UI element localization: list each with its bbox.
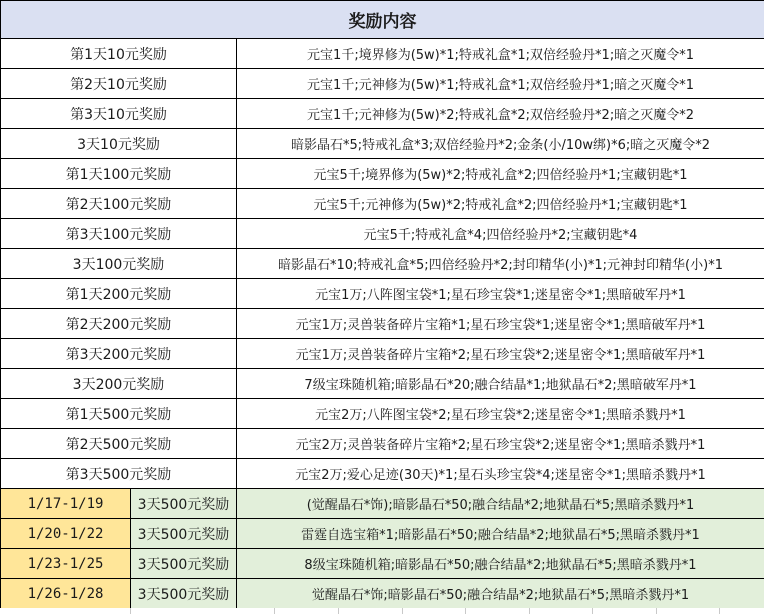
- reward-content: 觉醒晶石*饰;暗影晶石*50;融合结晶*2;地狱晶石*5;黑暗杀戮丹*1: [237, 579, 764, 609]
- reward-content: 元宝5千;境界修为(5w)*2;特戒礼盒*2;四倍经验丹*1;宝藏钥匙*1: [237, 159, 764, 189]
- table-row: [1, 399, 764, 429]
- reward-label: 3天100元奖励: [1, 249, 237, 279]
- table-row: [1, 39, 764, 69]
- reward-label: 第2天100元奖励: [1, 189, 237, 219]
- reward-label: 3天500元奖励: [131, 519, 237, 549]
- reward-label: 第1天100元奖励: [1, 159, 237, 189]
- reward-label: 3天200元奖励: [1, 369, 237, 399]
- reward-content: 7级宝珠随机箱;暗影晶石*20;融合结晶*1;地狱晶石*2;黑暗破军丹*1: [237, 369, 764, 399]
- reward-content: 暗影晶石*5;特戒礼盒*3;双倍经验丹*2;金条(小/10w绑)*6;暗之灭魔令*2: [237, 129, 764, 159]
- table-row-dated: [1, 519, 764, 549]
- table-row: [1, 369, 764, 399]
- table-row: [1, 69, 764, 99]
- reward-label: 第2天10元奖励: [1, 69, 237, 99]
- table-header-row: [1, 1, 764, 39]
- gridline: [338, 608, 339, 614]
- reward-label: 3天500元奖励: [131, 579, 237, 609]
- table-row: [1, 279, 764, 309]
- table-row: [1, 309, 764, 339]
- reward-content: 元宝1万;灵兽装备碎片宝箱*1;星石珍宝袋*1;迷星密令*1;黑暗破军丹*1: [237, 309, 764, 339]
- gridline: [656, 608, 657, 614]
- table-row: [1, 459, 764, 489]
- table-title: 奖励内容: [1, 1, 764, 39]
- reward-content: 元宝2万;灵兽装备碎片宝箱*2;星石珍宝袋*2;迷星密令*1;黑暗杀戮丹*1: [237, 429, 764, 459]
- reward-content: (觉醒晶石*饰);暗影晶石*50;融合结晶*2;地狱晶石*5;黑暗杀戮丹*1: [237, 489, 764, 519]
- reward-content: 雷霆自选宝箱*1;暗影晶石*50;融合结晶*2;地狱晶石*5;黑暗杀戮丹*1: [237, 519, 764, 549]
- spreadsheet-grid-strip: [0, 608, 764, 614]
- table-row-dated: [1, 489, 764, 519]
- gridline: [592, 608, 593, 614]
- reward-content: 元宝1千;元神修为(5w)*2;特戒礼盒*2;双倍经验丹*2;暗之灭魔令*2: [237, 99, 764, 129]
- reward-content: 元宝2万;爱心足迹(30天)*1;星石头珍宝袋*4;迷星密令*1;黑暗杀戮丹*1: [237, 459, 764, 489]
- gridline: [402, 608, 403, 614]
- table-row: [1, 99, 764, 129]
- gridline: [274, 608, 275, 614]
- reward-content: 元宝1万;灵兽装备碎片宝箱*2;星石珍宝袋*2;迷星密令*1;黑暗破军丹*1: [237, 339, 764, 369]
- reward-content: 元宝1万;八阵图宝袋*1;星石珍宝袋*1;迷星密令*1;黑暗破军丹*1: [237, 279, 764, 309]
- reward-label: 第2天200元奖励: [1, 309, 237, 339]
- table-row: [1, 339, 764, 369]
- reward-label: 第1天10元奖励: [1, 39, 237, 69]
- gridline: [719, 608, 720, 614]
- reward-label: 第3天10元奖励: [1, 99, 237, 129]
- reward-content: 暗影晶石*10;特戒礼盒*5;四倍经验丹*2;封印精华(小)*1;元神封印精华(小)*1: [237, 249, 764, 279]
- gridline: [529, 608, 530, 614]
- reward-label: 3天500元奖励: [131, 549, 237, 579]
- table-row: [1, 219, 764, 249]
- date-range: 1/23-1/25: [1, 549, 131, 579]
- reward-label: 3天10元奖励: [1, 129, 237, 159]
- table-row-dated: [1, 579, 764, 609]
- table-row: [1, 129, 764, 159]
- reward-content: 元宝5千;特戒礼盒*4;四倍经验丹*2;宝藏钥匙*4: [237, 219, 764, 249]
- table-row: [1, 189, 764, 219]
- reward-label: 第1天200元奖励: [1, 279, 237, 309]
- reward-label: 第3天100元奖励: [1, 219, 237, 249]
- reward-content: 元宝5千;元神修为(5w)*2;特戒礼盒*2;四倍经验丹*1;宝藏钥匙*1: [237, 189, 764, 219]
- table-row: [1, 159, 764, 189]
- gridline: [465, 608, 466, 614]
- reward-content: 元宝1千;境界修为(5w)*1;特戒礼盒*1;双倍经验丹*1;暗之灭魔令*1: [237, 39, 764, 69]
- gridline: [130, 608, 131, 614]
- reward-content: 元宝2万;八阵图宝袋*2;星石珍宝袋*2;迷星密令*1;黑暗杀戮丹*1: [237, 399, 764, 429]
- date-range: 1/20-1/22: [1, 519, 131, 549]
- table-row: [1, 429, 764, 459]
- reward-label: 第1天500元奖励: [1, 399, 237, 429]
- reward-content: 元宝1千;元神修为(5w)*1;特戒礼盒*1;双倍经验丹*1;暗之灭魔令*1: [237, 69, 764, 99]
- reward-label: 第3天200元奖励: [1, 339, 237, 369]
- table-row: [1, 249, 764, 279]
- reward-label: 第2天500元奖励: [1, 429, 237, 459]
- reward-label: 第3天500元奖励: [1, 459, 237, 489]
- table-row-dated: [1, 549, 764, 579]
- date-range: 1/26-1/28: [1, 579, 131, 609]
- reward-label: 3天500元奖励: [131, 489, 237, 519]
- reward-content: 8级宝珠随机箱;暗影晶石*50;融合结晶*2;地狱晶石*5;黑暗杀戮丹*1: [237, 549, 764, 579]
- date-range: 1/17-1/19: [1, 489, 131, 519]
